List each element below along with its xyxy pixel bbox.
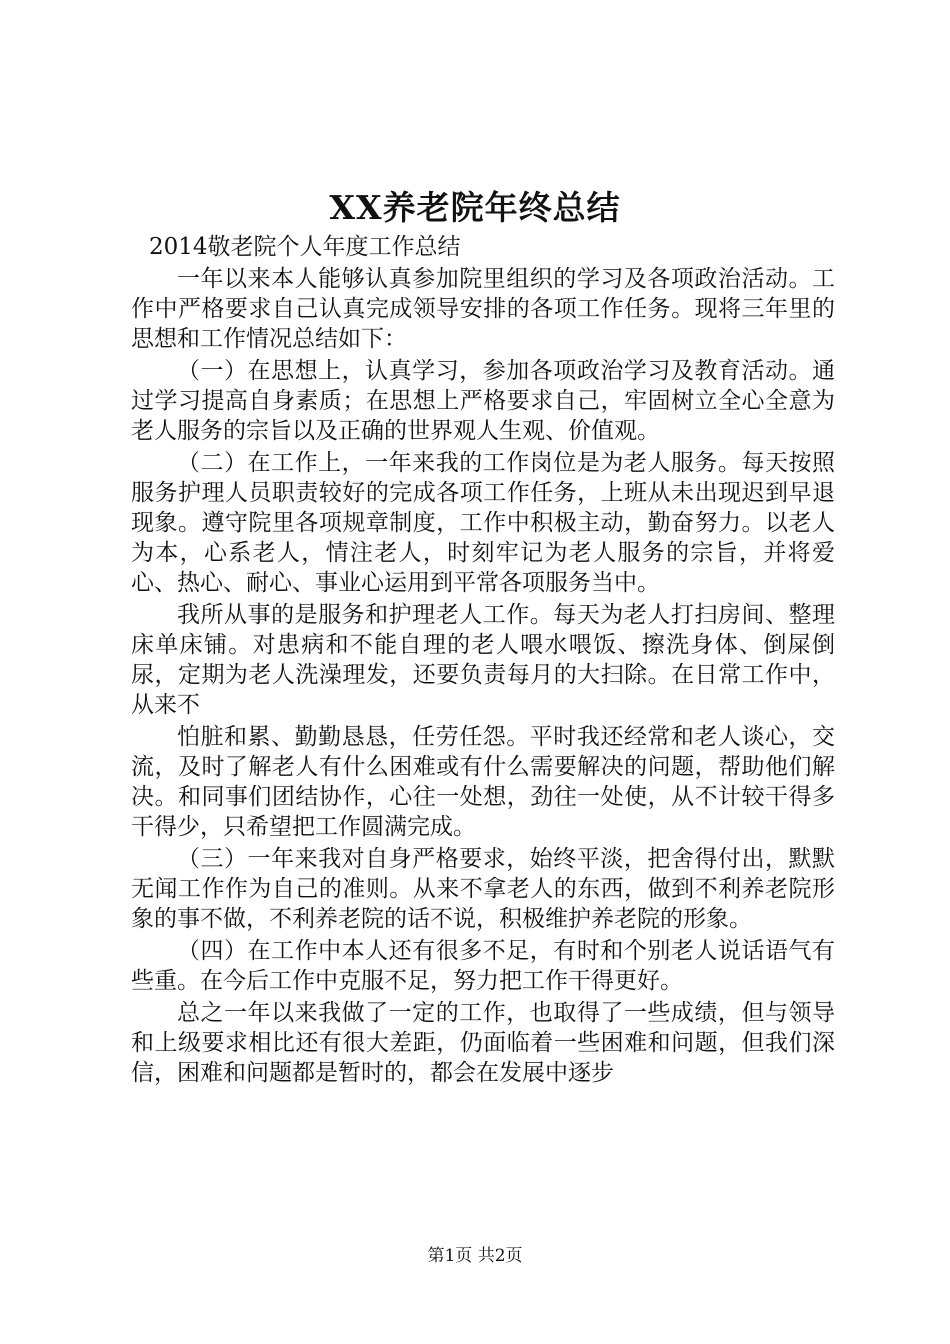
paragraph: （一）在思想上，认真学习，参加各项政治学习及教育活动。通过学习提高自身素质；在思想上严格要求自己，牢固树立全心全意为老人服务的宗旨以及正确的世界观人生观、价值观。 bbox=[131, 358, 835, 444]
paragraph: 怕脏和累、勤勤恳恳，任劳任怨。平时我还经常和老人谈心，交流，及时了解老人有什么困难或有什么需要解决的问题，帮助他们解决。和同事们团结协作，心往一处想，劲往一处使，从不计较干得多干得少，只希望把工作圆满完成。 bbox=[131, 724, 835, 840]
document-body bbox=[131, 232, 835, 1090]
paragraph: 总之一年以来我做了一定的工作，也取得了一些成绩，但与领导和上级要求相比还有很大差距，仍面临着一些困难和问题，但我们深信，困难和问题都是暂时的，都会在发展中逐步 bbox=[131, 1000, 835, 1086]
paragraph: 一年以来本人能够认真参加院里组织的学习及各项政治活动。工作中严格要求自己认真完成领导安排的各项工作任务。现将三年里的思想和工作情况总结如下： bbox=[131, 266, 835, 352]
paragraph: （二）在工作上，一年来我的工作岗位是为老人服务。每天按照服务护理人员职责较好的完成各项工作任务，上班从未出现迟到早退现象。遵守院里各项规章制度，工作中积极主动，勤奋努力。以老人为本，心系老人，情注老人，时刻牢记为老人服务的宗旨，并将爱心、热心、耐心、事业心运用到平常各项服务当中。 bbox=[131, 450, 835, 596]
document-subtitle: 2014敬老院个人年度工作总结 bbox=[149, 234, 461, 260]
paragraph: （三）一年来我对自身严格要求，始终平淡，把舍得付出，默默无闻工作作为自己的准则。从来不拿老人的东西，做到不利养老院形象的事不做，不利养老院的话不说，积极维护养老院的形象。 bbox=[131, 846, 835, 932]
paragraph: （四）在工作中本人还有很多不足，有时和个别老人说话语气有些重。在今后工作中克服不足，努力把工作干得更好。 bbox=[131, 938, 835, 994]
paragraph: 我所从事的是服务和护理老人工作。每天为老人打扫房间、整理床单床铺。对患病和不能自理的老人喂水喂饭、擦洗身体、倒屎倒尿，定期为老人洗澡理发，还要负责每月的大扫除。在日常工作中，从来不 bbox=[131, 602, 835, 718]
document-title: XX养老院年终总结 bbox=[329, 188, 621, 227]
page-number: 第1页 共2页 bbox=[427, 1246, 523, 1266]
